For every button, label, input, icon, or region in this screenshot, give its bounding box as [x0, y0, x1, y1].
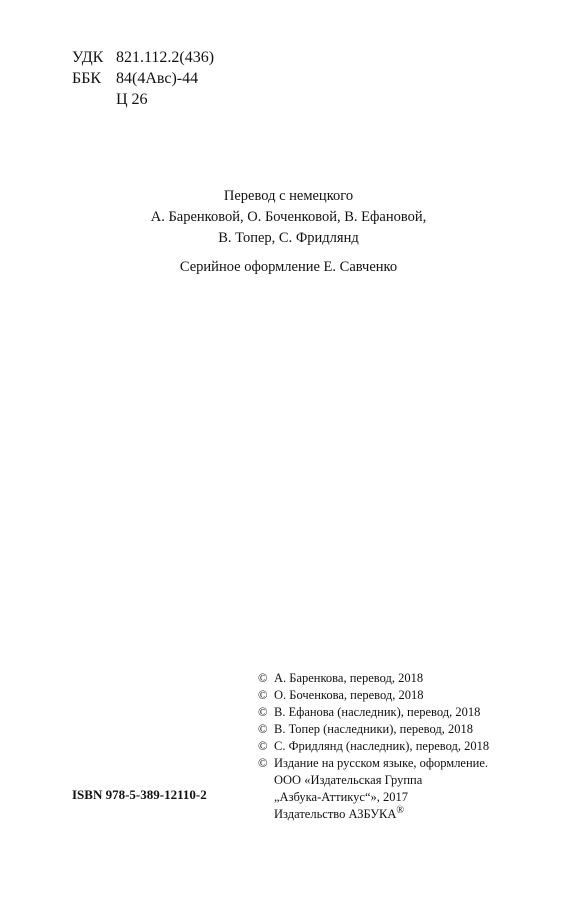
bbk-code: ББК — [72, 70, 102, 87]
translation-line: Перевод с немецкого — [223, 188, 354, 204]
udk-value: 821.112.2(436) — [116, 49, 215, 66]
translation-credits — [0, 186, 567, 249]
translation-line: В. Топер, С. Фридлянд — [218, 230, 359, 246]
udk-code: УДК — [72, 49, 104, 66]
copyright-entry — [258, 755, 489, 772]
registered-mark: ® — [396, 804, 405, 816]
copyright-entry — [258, 687, 489, 704]
copyright-text: О. Боченкова, перевод, 2018 — [274, 688, 424, 702]
translation-line: А. Баренковой, О. Боченковой, В. Ефановой, — [150, 209, 427, 225]
copyright-entry — [258, 738, 489, 755]
copyright-symbol: © — [258, 671, 268, 685]
bbk-row — [72, 68, 214, 89]
copyright-entry — [258, 704, 489, 721]
bbk-value: 84(4Авс)-44 — [116, 70, 199, 87]
copyright-text: В. Ефанова (наследник), перевод, 2018 — [274, 705, 481, 719]
copyright-symbol: © — [258, 705, 268, 719]
classification-block — [72, 47, 214, 110]
copyright-symbol: © — [258, 722, 268, 736]
copyright-symbol: © — [258, 739, 268, 753]
series-design-credit: Серийное оформление Е. Савченко — [179, 259, 398, 275]
copyright-text: Издание на русском языке, оформление. — [274, 756, 489, 770]
copyright-symbol: © — [258, 756, 268, 770]
publisher-line — [258, 806, 489, 823]
author-mark: Ц 26 — [116, 91, 148, 108]
udk-row — [72, 47, 214, 68]
copyright-text: С. Фридлянд (наследник), перевод, 2018 — [274, 739, 490, 753]
copyright-symbol: © — [258, 688, 268, 702]
copyright-text: В. Топер (наследники), перевод, 2018 — [274, 722, 473, 736]
isbn-number: ISBN 978-5-389-12110-2 — [72, 787, 207, 802]
copyright-entry — [258, 670, 489, 687]
copyright-entry — [258, 721, 489, 738]
publisher-line: „Азбука-Аттикус“», 2017 — [274, 790, 409, 804]
publisher-line: ООО «Издательская Группа — [274, 773, 423, 787]
copyright-text: А. Баренкова, перевод, 2018 — [274, 671, 424, 685]
copyright-block — [258, 670, 489, 823]
publisher-name: Издательство АЗБУКА — [274, 807, 397, 821]
